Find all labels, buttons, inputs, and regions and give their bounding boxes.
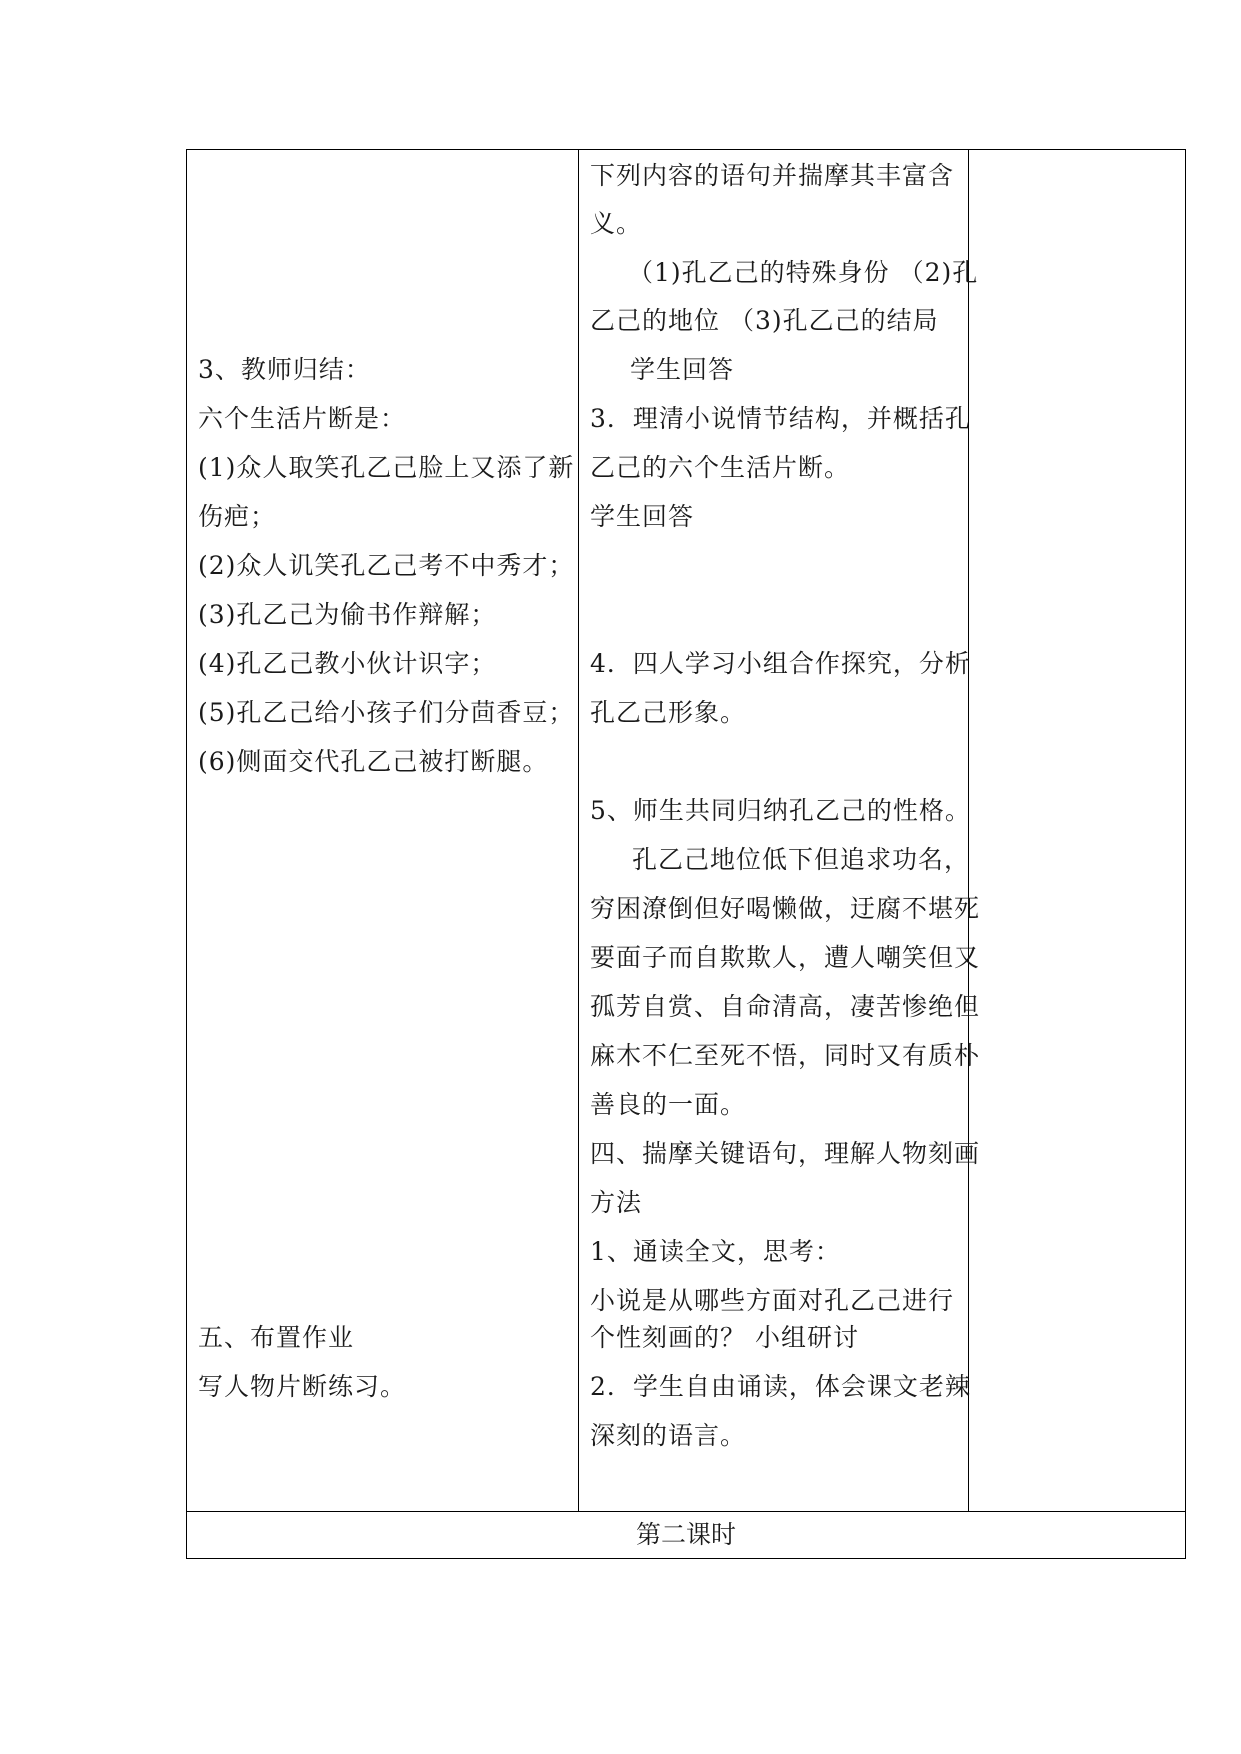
column-divider-left	[578, 149, 579, 1512]
left-line: 伤疤；	[198, 502, 277, 531]
middle-line: 义。	[590, 209, 643, 238]
middle-line: 要面子而自欺欺人，遭人嘲笑但又	[590, 943, 981, 972]
middle-line: 3．理清小说情节结构，并概括孔	[590, 404, 971, 433]
left-line: 3、教师归结：	[198, 355, 371, 384]
left-line: (4)孔乙己教小伙计识字；	[198, 649, 497, 678]
left-line: (1)众人取笑孔乙己脸上又添了新	[198, 453, 575, 482]
middle-line: 麻木不仁至死不悟，同时又有质朴	[590, 1041, 981, 1070]
middle-line: 深刻的语言。	[590, 1421, 747, 1450]
middle-line: 2．学生自由诵读，体会课文老辣	[590, 1372, 971, 1401]
left-line: (3)孔乙己为偷书作辩解；	[198, 600, 497, 629]
middle-line: 个性刻画的？ 小组研讨	[590, 1323, 859, 1352]
left-line: (6)侧面交代孔乙己被打断腿。	[198, 747, 549, 776]
left-line: (2)众人讥笑孔乙己考不中秀才；	[198, 551, 575, 580]
middle-line: 穷困潦倒但好喝懒做，迂腐不堪死	[590, 894, 981, 923]
middle-line: 孤芳自赏、自命清高，凄苦惨绝但	[590, 992, 981, 1021]
middle-line: 4．四人学习小组合作探究，分析	[590, 649, 971, 678]
middle-line: 学生回答	[630, 355, 735, 384]
middle-line: 小说是从哪些方面对孔乙己进行	[590, 1286, 955, 1315]
row-divider	[186, 1511, 1186, 1512]
middle-line: （1)孔乙己的特殊身份 （2)孔	[628, 258, 979, 287]
middle-line: 方法	[590, 1188, 643, 1217]
middle-line: 乙己的地位 （3)孔乙己的结局	[590, 306, 939, 335]
middle-line: 下列内容的语句并揣摩其丰富含	[590, 161, 955, 190]
middle-line: 学生回答	[590, 502, 695, 531]
left-line: 六个生活片断是：	[198, 404, 407, 433]
middle-line: 乙己的六个生活片断。	[590, 453, 851, 482]
middle-line: 孔乙己地位低下但追求功名，	[632, 845, 971, 874]
middle-line: 1、通读全文，思考：	[590, 1237, 841, 1266]
middle-line: 5、师生共同归纳孔乙己的性格。	[590, 796, 971, 825]
middle-line: 善良的一面。	[590, 1090, 747, 1119]
middle-line: 四、揣摩关键语句，理解人物刻画	[590, 1139, 981, 1168]
left-line: (5)孔乙己给小孩子们分茴香豆；	[198, 698, 575, 727]
section-heading: 第二课时	[635, 1520, 736, 1549]
left-line: 写人物片断练习。	[198, 1372, 407, 1401]
middle-line: 孔乙己形象。	[590, 698, 747, 727]
column-divider-right	[968, 149, 969, 1512]
left-line: 五、布置作业	[198, 1323, 355, 1352]
